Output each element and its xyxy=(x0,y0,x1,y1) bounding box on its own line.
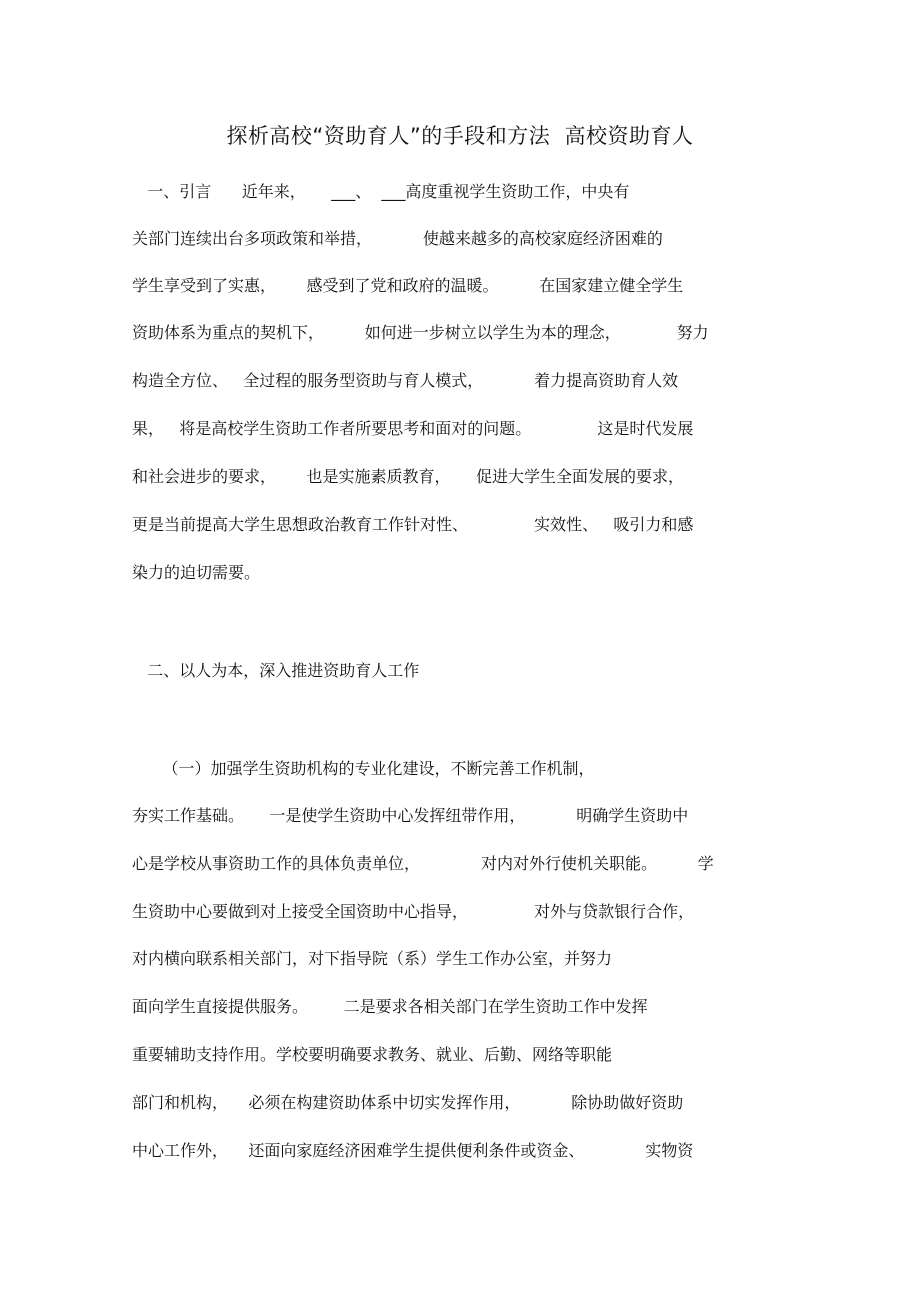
paragraph-line: 夯实工作基础。 一是使学生资助中心发挥纽带作用， 明确学生资助中 xyxy=(132,806,689,825)
paragraph-line: 中心工作外， 还面向家庭经济困难学生提供便利条件或资金、 实物资 xyxy=(132,1141,694,1160)
paragraph-line: 学生享受到了实惠， 感受到了党和政府的温暖。 在国家建立健全学生 xyxy=(132,276,684,295)
paragraph-line: 部门和机构， 必须在构建资助体系中切实发挥作用， 除协助做好资助 xyxy=(132,1093,684,1112)
paragraph-line: 染力的迫切需要。 xyxy=(132,563,261,582)
document-title: 探析高校“资助育人”的手段和方法 高校资助育人 xyxy=(226,124,694,148)
section-heading: 二、以人为本，深入推进资助育人工作 xyxy=(132,661,420,680)
paragraph-line: 一、引言 近年来， ___、 ___高度重视学生资助工作，中央有 xyxy=(132,182,630,201)
paragraph-line: 重要辅助支持作用。学校要明确要求教务、就业、后勤、网络等职能 xyxy=(132,1045,613,1064)
paragraph-line: 果， 将是高校学生资助工作者所要思考和面对的问题。 这是时代发展 xyxy=(132,419,694,438)
paragraph-line: 构造全方位、 全过程的服务型资助与育人模式， 着力提高资助育人效 xyxy=(132,371,679,390)
paragraph-line: 和社会进步的要求， 也是实施素质教育， 促进大学生全面发展的要求， xyxy=(132,467,684,486)
paragraph-line: 资助体系为重点的契机下， 如何进一步树立以学生为本的理念， 努力 xyxy=(132,323,709,342)
subsection-heading: （一）加强学生资助机构的专业化建设，不断完善工作机制， xyxy=(132,759,595,778)
paragraph-line: 面向学生直接提供服务。 二是要求各相关部门在学生资助工作中发挥 xyxy=(132,997,648,1016)
paragraph-line: 心是学校从事资助工作的具体负责单位， 对内对外行使机关职能。 学 xyxy=(132,854,714,873)
paragraph-line: 对内横向联系相关部门，对下指导院（系）学生工作办公室，并努力 xyxy=(132,949,613,968)
paragraph-line: 更是当前提高大学生思想政治教育工作针对性、 实效性、 吸引力和感 xyxy=(132,515,694,534)
paragraph-line: 生资助中心要做到对上接受全国资助中心指导， 对外与贷款银行合作， xyxy=(132,902,695,921)
paragraph-line: 关部门连续出台多项政策和举措， 使越来越多的高校家庭经济困难的 xyxy=(132,229,663,248)
